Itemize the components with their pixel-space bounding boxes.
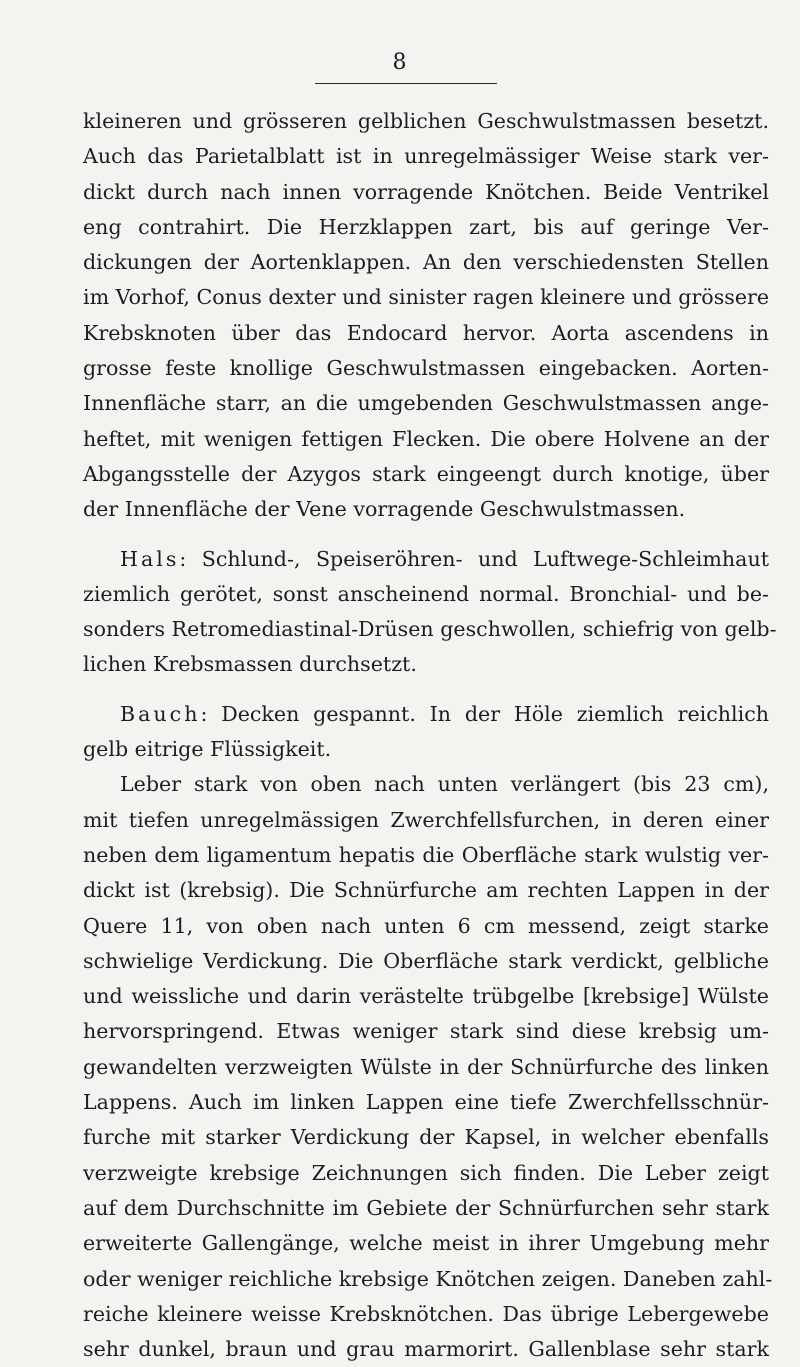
text-line: neben dem ligamentum hepatis die Oberfläche stark wulstig ver-: [83, 842, 769, 867]
text-line: Innenfläche starr, an die umgebenden Geschwulstmassen ange-: [83, 391, 769, 416]
text-line: heftet, mit wenigen fettigen Flecken. Die obere Holvene an der: [83, 426, 769, 451]
text-line: eng contrahirt. Die Herzklappen zart, bis auf geringe Ver-: [83, 214, 769, 239]
text-line: hervorspringend. Etwas weniger stark sind diese krebsig um-: [83, 1019, 769, 1044]
text-line: Abgangsstelle der Azygos stark eingeengt durch knotige, über: [83, 461, 769, 486]
text-line: Krebsknoten über das Endocard hervor. Aorta ascendens in: [83, 320, 769, 345]
text-line: dickungen der Aortenklappen. An den verschiedensten Stellen: [83, 250, 769, 275]
section-heading-bauch: Bauch: [120, 701, 201, 726]
text-line: auf dem Durchschnitte im Gebiete der Schnürfurchen sehr stark: [83, 1195, 769, 1220]
page-number: 8: [392, 50, 408, 75]
text-line-rest: : Schlund-, Speiseröhren- und Luftwege-Schleimhaut: [179, 546, 769, 571]
text-line: [83, 542, 769, 577]
text-line: reiche kleinere weisse Krebsknötchen. Das übrige Lebergewebe: [83, 1301, 769, 1326]
text-line: [83, 697, 769, 732]
text-line: verzweigte krebsige Zeichnungen sich finden. Die Leber zeigt: [83, 1160, 769, 1185]
text-line: und weissliche und darin verästelte trübgelbe [krebsige] Wülste: [83, 984, 769, 1009]
text-line: Lappens. Auch im linken Lappen eine tiefe Zwerchfellsschnür-: [83, 1090, 769, 1115]
text-line-rest: : Decken gespannt. In der Höle ziemlich reichlich: [200, 701, 769, 726]
text-line: dickt durch nach innen vorragende Knötchen. Beide Ventrikel: [83, 179, 769, 204]
text-line: der Innenfläche der Vene vorragende Geschwulstmassen.: [83, 497, 686, 522]
text-line: im Vorhof, Conus dexter und sinister ragen kleinere und grössere: [83, 285, 770, 310]
header-rule: [315, 83, 497, 84]
text-line: Leber stark von oben nach unten verlängert (bis 23 cm),: [120, 772, 769, 797]
text-line: furche mit starker Verdickung der Kapsel, in welcher ebenfalls: [83, 1125, 769, 1150]
text-line: ziemlich gerötet, sonst anscheinend normal. Bronchial- und be-: [83, 581, 769, 606]
text-line: sonders Retromediastinal-Drüsen geschwollen, schiefrig von gelb-: [83, 617, 777, 642]
body-text: [83, 104, 777, 1367]
text-line: Auch das Parietalblatt ist in unregelmässiger Weise stark ver-: [83, 144, 769, 169]
text-line: oder weniger reichliche krebsige Knötchen zeigen. Daneben zahl-: [83, 1266, 773, 1291]
text-line: erweiterte Gallengänge, welche meist in ihrer Umgebung mehr: [83, 1231, 769, 1256]
text-line: gewandelten verzweigten Wülste in der Schnürfurche des linken: [83, 1054, 769, 1079]
text-line: Quere 11, von oben nach unten 6 cm messend, zeigt starke: [83, 913, 769, 938]
text-line: dickt ist (krebsig). Die Schnürfurche am rechten Lappen in der: [83, 878, 769, 903]
section-heading-hals: Hals: [120, 546, 180, 571]
text-line: lichen Krebsmassen durchsetzt.: [83, 652, 417, 677]
text-line: kleineren und grösseren gelblichen Geschwulstmassen besetzt.: [83, 109, 769, 133]
text-line: gelb eitrige Flüssigkeit.: [83, 737, 332, 762]
text-line: sehr dunkel, braun und grau marmorirt. Gallenblase sehr stark: [83, 1337, 769, 1362]
text-line: grosse feste knollige Geschwulstmassen eingebacken. Aorten-: [83, 356, 769, 381]
text-line: schwielige Verdickung. Die Oberfläche stark verdickt, gelbliche: [83, 948, 769, 973]
text-line: mit tiefen unregelmässigen Zwerchfellsfurchen, in deren einer: [83, 807, 769, 832]
